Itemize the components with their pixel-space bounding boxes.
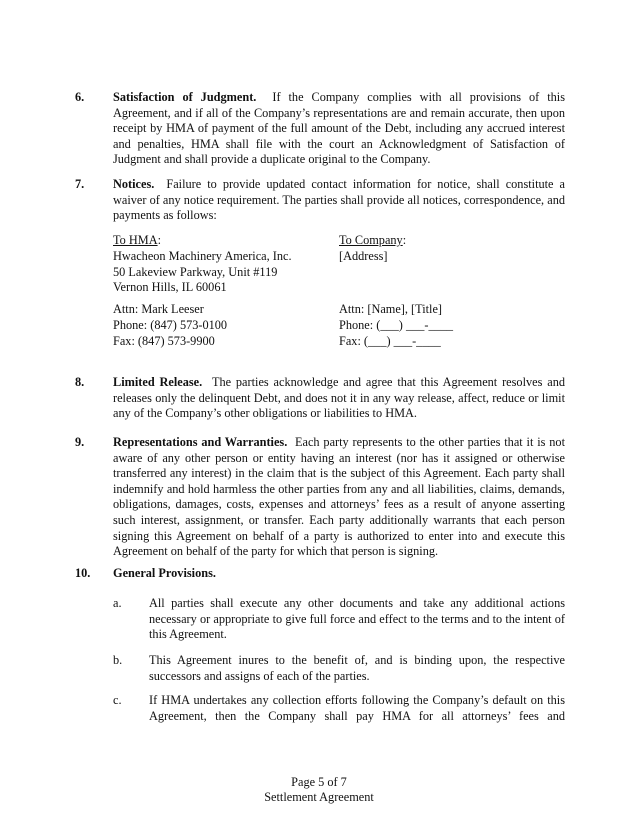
section-text: Failure to provide updated contact information for notice, shall constitute a waiver of any notice requirement. The parties shall provide all notices, correspondence, and payments as follows: [113,177,565,223]
section-number: 8. [75,375,85,389]
section-body [113,177,565,224]
subsection-c [113,693,565,724]
company-address: [Address] [339,248,388,263]
document-title: Settlement Agreement [264,790,374,804]
section-heading: Limited Release. [113,375,203,389]
section-body [113,90,565,168]
section-6 [75,90,565,168]
subsection-text: All parties shall execute any other documents and take any additional actions necessary or appropriate to give full force and effect to the terms and to the intent of this Agreement. [149,596,565,642]
section-heading: Notices. [113,177,155,191]
company-contact-block [339,302,453,349]
hma-contact-block [113,302,227,349]
hma-fax: Fax: (847) 573-9900 [113,333,215,348]
section-10 [75,566,565,582]
section-text: The parties acknowledge and agree that this Agreement resolves and releases only the delinquent Debt, and does not it in any way release, affect, reduce or limit any of the Company’s other obligations or liabilities to HMA. [113,375,565,421]
company-phone: Phone: (___) ___-____ [339,317,454,332]
subsection-b [113,653,565,684]
subsection-letter: a. [113,596,122,610]
section-number: 6. [75,90,85,104]
hma-to-label: To HMA [113,233,158,247]
section-number: 10. [75,566,91,580]
company-fax: Fax: (___) ___-____ [339,333,441,348]
company-address-block [339,233,406,265]
section-9 [75,435,565,560]
section-body [113,375,565,422]
page-footer [0,775,638,805]
section-text: Each party represents to the other parties that it is not aware of any other person or entity having an interest (nor has it assigned or otherwise transferred any interest) in the claim that is the subject of this Agreement. Each party shall indemnify and hold harmless the other parties from any and all liabilities, claims, demands, obligations, damages, costs, expenses and attorneys’ fees as a result of anyone asserting such interest, assignment, or transfer. Each party additionally warrants that each person signing this Agreement on behalf of a party is authorized to enter into and execute this Agreement on behalf of the party for which that person is signing. [113,435,565,559]
section-heading: Representations and Warranties. [113,435,288,449]
subsection-letter: c. [113,693,122,707]
hma-phone: Phone: (847) 573-0100 [113,317,228,332]
company-to-line: To Company: [339,233,407,247]
subsection-text: This Agreement inures to the benefit of, and is binding upon, the respective successors and assigns of each of the parties. [149,653,565,683]
hma-attn: Attn: Mark Leeser [113,302,204,316]
section-body [113,435,565,560]
section-number: 7. [75,177,85,191]
hma-city: Vernon Hills, IL 60061 [113,280,227,295]
section-8 [75,375,565,422]
hma-address-block [113,233,292,296]
hma-name: Hwacheon Machinery America, Inc. [113,248,292,263]
hma-street: 50 Lakeview Parkway, Unit #119 [113,264,278,279]
hma-to-line: To HMA: [113,233,161,247]
subsection-a [113,596,565,643]
company-attn: Attn: [Name], [Title] [339,302,443,316]
section-7 [75,177,565,224]
section-heading: Satisfaction of Judgment. [113,90,257,104]
subsection-letter: b. [113,653,123,667]
section-body [113,566,565,582]
company-to-label: To Company [339,233,403,247]
section-heading: General Provisions. [113,566,216,580]
section-text: If the Company complies with all provisions of this Agreement, and if all of the Company’s representations are and remain accurate, then upon receipt by HMA of payment of the full amount of the Debt, including any accrued interest and penalties, HMA shall file with the court an Acknowledgment of Satisfaction of Judgment and shall provide a duplicate original to the Company. [113,90,565,167]
subsection-text: If HMA undertakes any collection efforts following the Company’s default on this Agreement, then the Company shall pay HMA for all attorneys’ fees and [149,693,565,723]
page-number: Page 5 of 7 [291,775,347,789]
section-number: 9. [75,435,85,449]
